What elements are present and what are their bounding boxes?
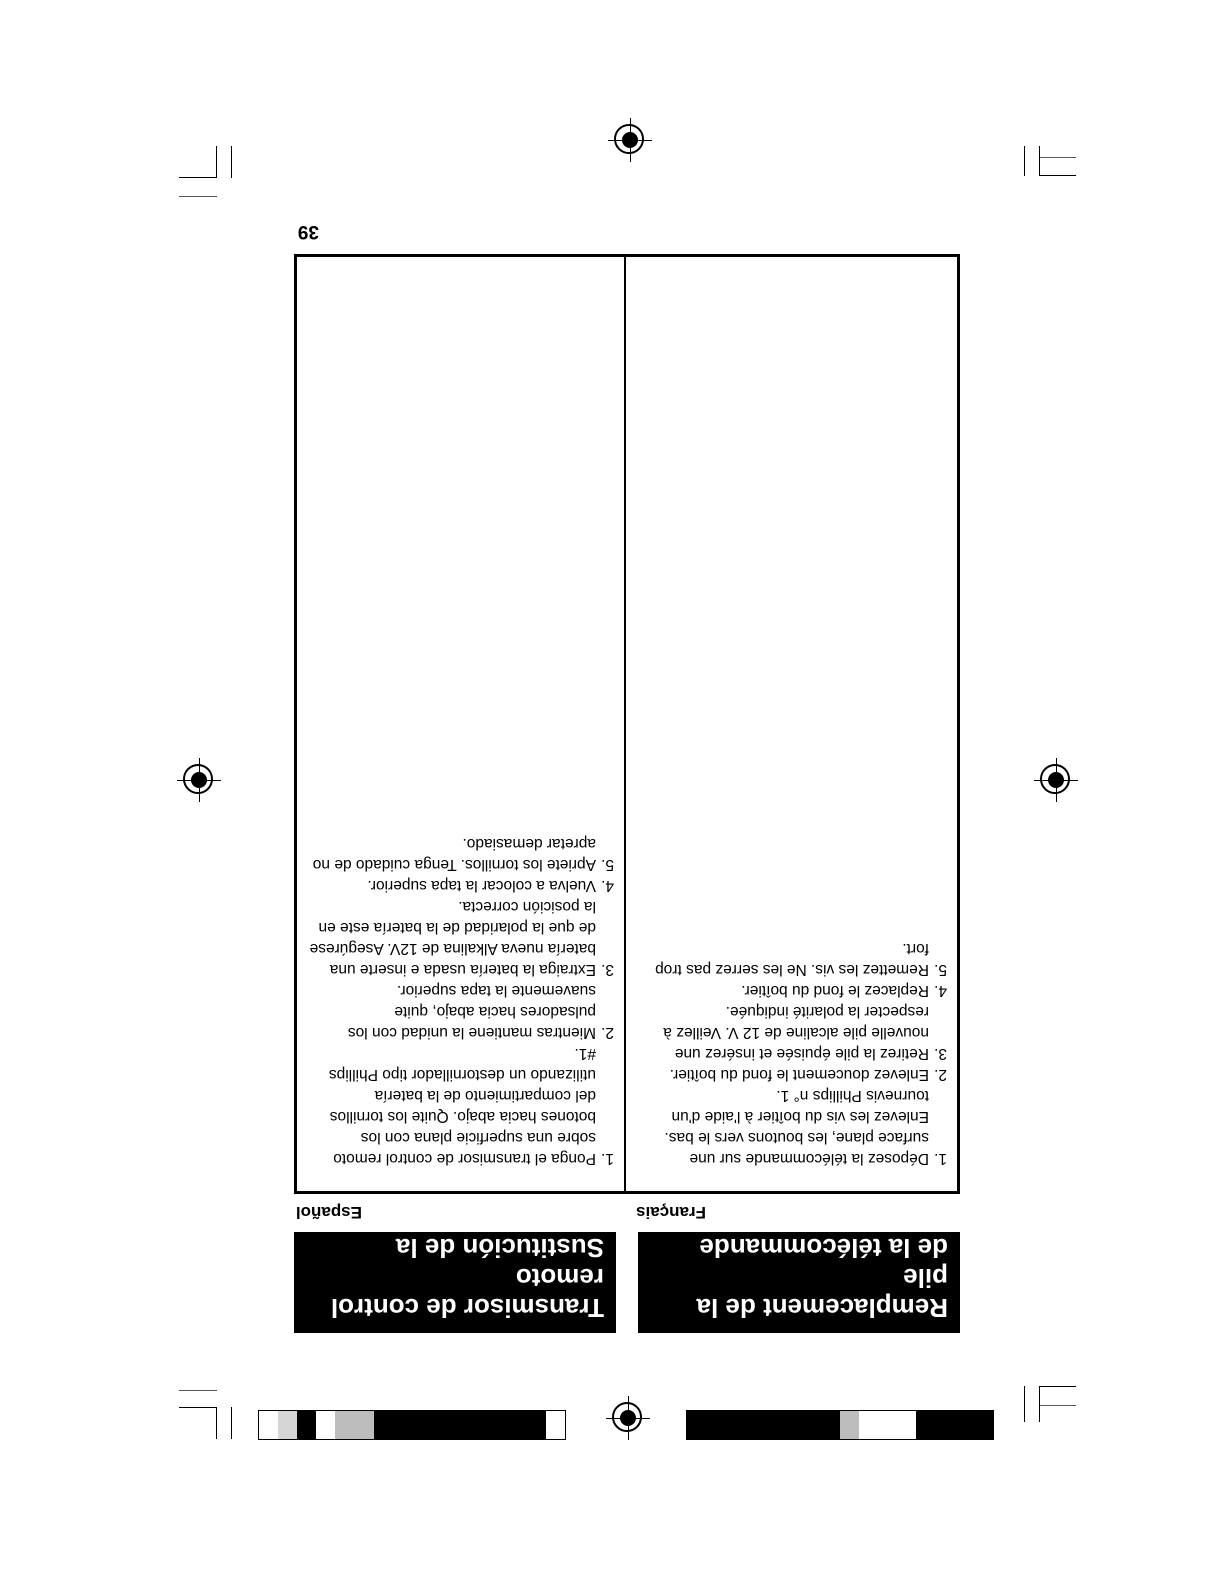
color-bar: [686, 1410, 994, 1440]
color-swatch: [393, 1411, 412, 1439]
color-swatch: [764, 1411, 783, 1439]
color-swatch: [897, 1411, 916, 1439]
color-bar: [258, 1410, 566, 1440]
color-swatch: [687, 1411, 706, 1439]
list-item: [307, 980, 614, 1043]
step-text: Replacez le fond du boîtier.: [741, 982, 929, 999]
title-fr-line-2: de la télécommande: [699, 1233, 948, 1263]
list-item: [636, 938, 947, 980]
step-text: Déposez la télécommande sur une surface plane, les boutons vers le bas. Enlevez les vis du boîtier à l'aide d'un tournevis Phillips n° 1.: [664, 1087, 929, 1167]
color-swatch: [336, 1411, 355, 1439]
list-item: [636, 1085, 947, 1169]
title-fr: [638, 1232, 960, 1333]
crop-mark: [1039, 146, 1040, 176]
step-number: 2.: [934, 1066, 947, 1083]
registration-mark-icon: [1034, 758, 1078, 802]
color-swatch: [374, 1411, 393, 1439]
color-swatch: [974, 1411, 993, 1439]
list-item: [307, 875, 614, 896]
crop-mark: [231, 1407, 232, 1439]
step-text: Enlevez doucement le fond du boîtier.: [669, 1066, 929, 1083]
steps-list-fr: [636, 938, 947, 1169]
step-text: Apriete los tornillos. Tenga cuidado de no apretar demasiado.: [312, 835, 596, 873]
crop-mark: [1040, 157, 1076, 158]
crop-mark: [1040, 1405, 1076, 1406]
title-es-line-1: Transmisor de control remoto: [330, 1263, 604, 1323]
color-swatch: [316, 1411, 335, 1439]
list-item: [636, 980, 947, 1001]
step-number: 3.: [934, 1045, 947, 1062]
color-swatch: [546, 1411, 565, 1439]
step-text: Remettez les vis. Ne les serrez pas trop fort.: [655, 940, 929, 978]
color-swatch: [412, 1411, 431, 1439]
color-swatch: [936, 1411, 955, 1439]
color-swatch: [783, 1411, 802, 1439]
color-swatch: [508, 1411, 527, 1439]
color-swatch: [725, 1411, 744, 1439]
title-fr-line-1: Remplacement de la pile: [696, 1263, 948, 1323]
registration-mark-icon: [608, 118, 652, 162]
step-number: 2.: [601, 1024, 614, 1041]
crop-mark: [216, 146, 217, 178]
color-swatch: [489, 1411, 508, 1439]
color-swatch: [527, 1411, 546, 1439]
list-item: [636, 1064, 947, 1085]
color-swatch: [450, 1411, 469, 1439]
crop-mark: [179, 196, 217, 197]
instructions-panel: [294, 254, 960, 1194]
color-swatch: [431, 1411, 450, 1439]
color-swatch: [355, 1411, 374, 1439]
color-swatch: [859, 1411, 878, 1439]
color-swatch: [878, 1411, 897, 1439]
step-text: Extraiga la batería usada e inserte una batería nueva Alkalina de 12V. Asegúrese de que la polaridad de la batería este en la posición correcta.: [309, 898, 596, 978]
step-text: Retirez la pile épuisée et insérez une nouvelle pile alcaline de 12 V. Veillez à respecter la polarité indiquée.: [663, 1003, 929, 1062]
title-es-line-2: Sustitución de la Batería: [395, 1203, 604, 1263]
color-swatch: [744, 1411, 763, 1439]
color-swatch: [955, 1411, 974, 1439]
crop-mark: [179, 1390, 217, 1391]
color-swatch: [259, 1411, 278, 1439]
list-item: [307, 833, 614, 875]
step-number: 5.: [601, 856, 614, 873]
crop-mark: [231, 146, 232, 178]
crop-mark: [1040, 175, 1076, 176]
color-swatch: [297, 1411, 316, 1439]
steps-list-es: [307, 833, 614, 1169]
step-number: 5.: [934, 961, 947, 978]
step-number: 1.: [601, 1150, 614, 1167]
list-item: [307, 1043, 614, 1169]
step-text: Vuelva a colocar la tapa superior.: [367, 877, 596, 894]
color-swatch: [821, 1411, 840, 1439]
crop-mark: [179, 1407, 217, 1408]
crop-mark: [1040, 1386, 1076, 1387]
registration-mark-icon: [177, 758, 221, 802]
language-label-es: Español: [295, 1203, 362, 1222]
color-swatch: [278, 1411, 297, 1439]
crop-mark: [179, 177, 217, 178]
registration-mark-icon: [606, 1396, 650, 1440]
column-divider: [624, 257, 626, 1191]
step-text: Mientras mantiene la unidad con los pulsadores hacia abajo, quite suavemente la tapa superior.: [347, 982, 596, 1041]
column-es: [297, 257, 624, 1191]
list-item: [636, 1001, 947, 1064]
color-swatch: [469, 1411, 488, 1439]
crop-mark: [1024, 146, 1025, 176]
crop-mark: [1039, 1386, 1040, 1422]
language-label-fr: Français: [636, 1203, 706, 1222]
color-swatch: [917, 1411, 936, 1439]
step-number: 3.: [601, 961, 614, 978]
page-number: 39: [297, 221, 319, 242]
color-swatch: [706, 1411, 725, 1439]
step-number: 1.: [934, 1150, 947, 1167]
step-text: Ponga el transmisor de control remoto sobre una superficie plana con los botones hacia abajo. Quite los tornillos del compartimiento de la batería utilizando un destornillador tipo Phillips #1.: [328, 1045, 596, 1167]
color-swatch: [840, 1411, 859, 1439]
step-number: 4.: [934, 982, 947, 999]
step-number: 4.: [601, 877, 614, 894]
column-fr: [626, 257, 957, 1191]
crop-mark: [216, 1407, 217, 1439]
list-item: [307, 896, 614, 980]
crop-mark: [1024, 1386, 1025, 1422]
color-swatch: [802, 1411, 821, 1439]
